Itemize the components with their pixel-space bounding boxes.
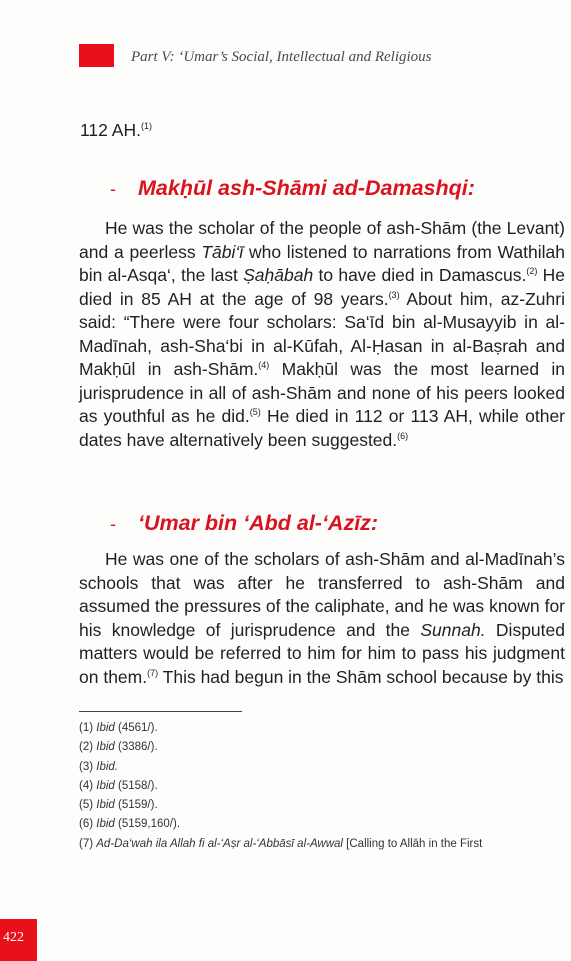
- footnote-item: (3) Ibid.: [79, 760, 119, 773]
- section-heading-makhul: - Makḥūl ash-Shāmi ad-Damashqi:: [110, 176, 475, 200]
- running-head: Part V: ‘Umar’s Social, Intellectual and Religious: [131, 49, 432, 65]
- paragraph-makhul: He was the scholar of the people of ash-Shām (the Levant) and a peerless Tābi‘ī who listened to narrations from Wathilah bin al-Asqa‘, the last Ṣaḥābah to have died in Damascus.$^{(2)}$ He died in 85 AH at the age of 98 years.$^{(3)}$ About him, az-Zuhri said: “There were four scholars: Sa‘īd bin al-Musayyib in al-Madīnah, ash-Sha‘bi in al-Kūfah, Al-Ḥasan in al-Baṣrah and Makḥūl in ash-Shām.$^{(4)}$ Makḥūl was the most learned in jurisprudence in all of ash-Shām and none of his peers looked as youthful as he did.$^{(5)}$ He died in 112 or 113 AH, while other dates have alternatively been suggested.$^{(6)}$: [79, 218, 566, 450]
- bullet-dash: -: [110, 179, 116, 199]
- footnote-item: (6) Ibid (5159,160/).: [79, 818, 181, 831]
- footnote-item: (2) Ibid (3386/).: [79, 741, 158, 754]
- footnote-item: (1) Ibid (4561/).: [79, 722, 158, 734]
- footnote-ref: (3): [388, 289, 400, 300]
- footnote-ref: (1): [140, 121, 152, 131]
- section-heading-umar: - ‘Umar bin ‘Abd al-‘Azīz:: [110, 511, 379, 535]
- footnotes: [79, 719, 569, 854]
- footnote-item: (5) Ibid (5159/).: [79, 799, 158, 812]
- footnote-ref: (4): [258, 360, 270, 370]
- footnote-item: (7) Ad-Da‘wah ila Allah fi al-‘Aṣr al-‘Abbāsī al-Awwal [Calling to Allāh in the First: [79, 837, 483, 850]
- footnote-ref: (2): [526, 266, 538, 276]
- footnote-divider: [79, 711, 242, 712]
- bullet-dash: -: [110, 514, 116, 534]
- continuation-line: 112 AH.$^{(1)}$: [80, 120, 152, 140]
- footnote-item: (4) Ibid (5158/).: [79, 779, 158, 792]
- header-marker: [79, 44, 114, 67]
- footnote-ref: (6): [397, 430, 409, 441]
- paragraph-umar: He was one of the scholars of ash-Shām and al-Madīnah’s schools that was after he transferred to ash-Shām and assumed the pressures of the caliphate, and he was known for his knowledge of jurisprudence and the Sunnah. Disputed matters would be referred to him for him to pass his judgment on them.$^{(7)}$ This had begun in the Shām school because by this: [79, 549, 565, 687]
- footnote-ref: (7): [147, 667, 159, 678]
- footnote-ref: (5): [249, 407, 261, 417]
- page-number: 422: [3, 930, 24, 945]
